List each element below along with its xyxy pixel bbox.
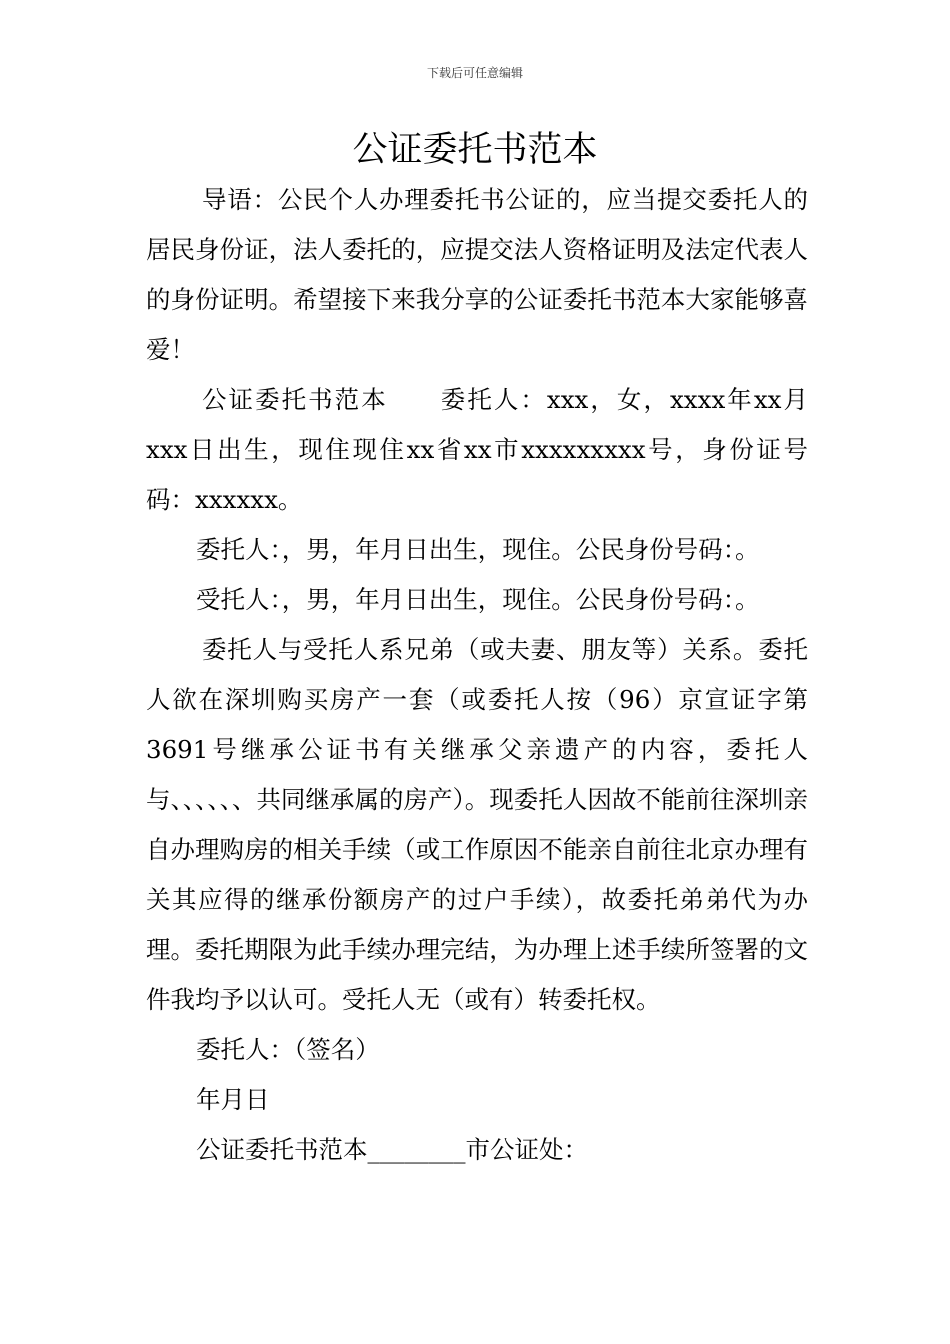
principal-line: 委托人：，男，年月日出生，现住。公民身份号码：。 xyxy=(196,535,760,564)
principal-info-paragraph: 公证委托书范本 委托人：xxx，女，xxxx年xx月xxx日出生，现住现住xx省xx市xxxxxxxxx号，身份证号码：xxxxxx。 xyxy=(146,385,808,514)
body-paragraph: 委托人与受托人系兄弟（或夫妻、朋友等）关系。委托人欲在深圳购买房产一套（或委托人按（96）京宣证字第3691号继承公证书有关继承父亲遗产的内容，委托人与、、、、、、共同继承属的房产）。现委托人因故不能前往深圳亲自办理购房的相关手续（或工作原因不能亲自前往北京办理有关其应得的继承份额房产的过户手续），故委托弟弟代为办理。委托期限为此手续办理完结，为办理上述手续所签署的文件我均予以认可。受托人无（或有）转委托权。 xyxy=(146,635,808,1014)
document-title: 公证委托书范本 xyxy=(352,130,598,170)
notary-office-line: 公证委托书范本________市公证处： xyxy=(196,1135,588,1164)
agent-line: 受托人：，男，年月日出生，现住。公民身份号码：。 xyxy=(196,585,760,614)
signature-line: 委托人：（签名） xyxy=(196,1035,380,1064)
header-note: 下载后可任意编辑 xyxy=(426,66,523,80)
date-line: 年月日 xyxy=(196,1085,270,1114)
intro-paragraph: 导语：公民个人办理委托书公证的，应当提交委托人的居民身份证，法人委托的，应提交法人资格证明及法定代表人的身份证明。希望接下来我分享的公证委托书范本大家能够喜爱！ xyxy=(146,185,808,364)
document-body xyxy=(146,175,808,1175)
